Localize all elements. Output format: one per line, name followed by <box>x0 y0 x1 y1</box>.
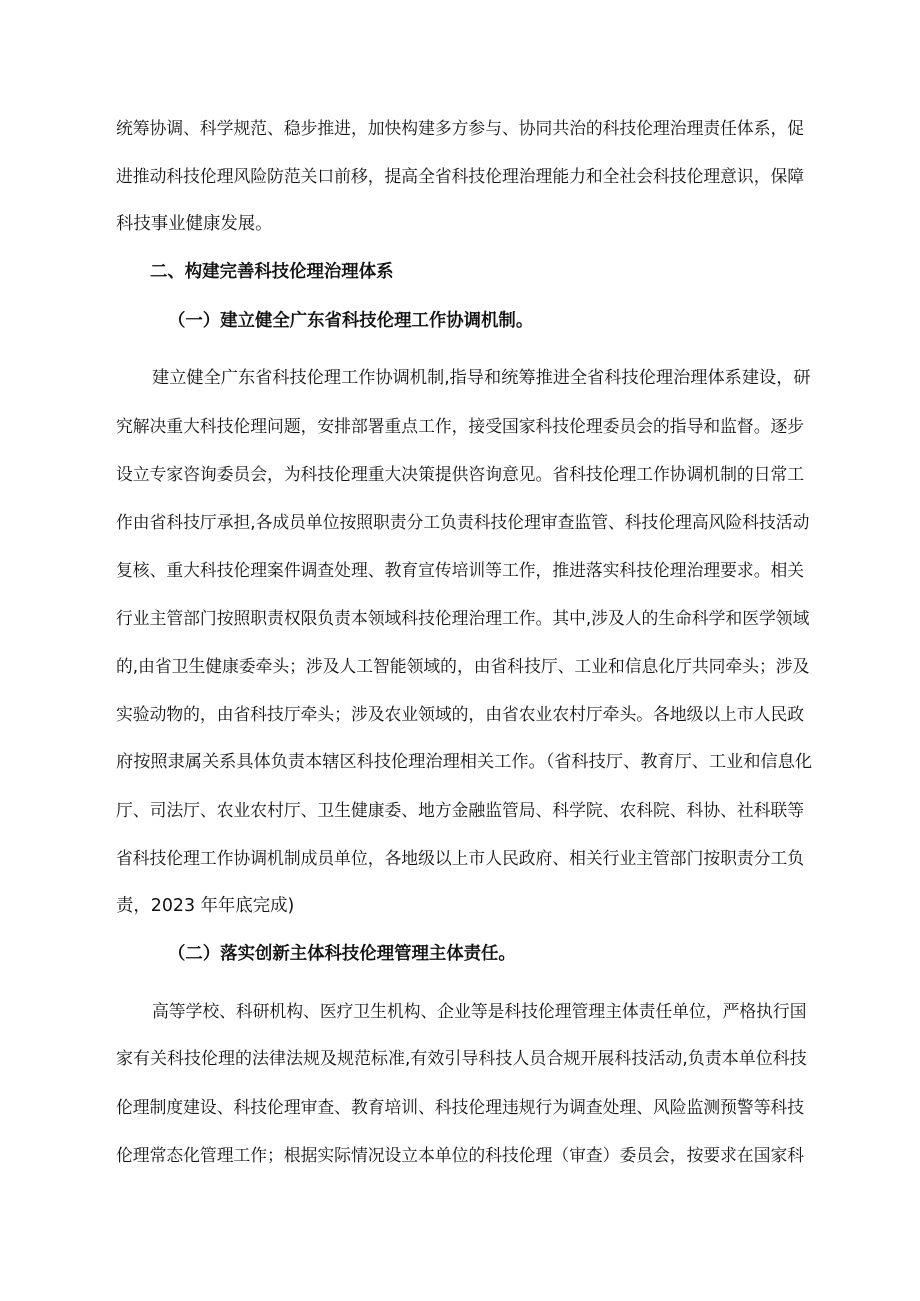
paragraph-line: 究解决重大科技伦理问题，安排部署重点工作，接受国家科技伦理委员会的指导和监督。逐步 <box>116 416 805 436</box>
paragraph-line: 家有关科技伦理的法律法规及规范标准,有效引导科技人员合规开展科技活动,负责本单位科技 <box>116 1049 807 1069</box>
paragraph-line: 设立专家咨询委员会，为科技伦理重大决策提供咨询意见。省科技伦理工作协调机制的日常工 <box>116 464 805 484</box>
paragraph-line: 厅、司法厅、农业农村厅、卫生健康委、地方金融监管局、科学院、农科院、科协、社科联等 <box>116 800 805 820</box>
paragraph-line: 实验动物的，由省科技厅牵头；涉及农业领域的，由省农业农村厅牵头。各地级以上市人民政 <box>116 704 805 724</box>
paragraph-line: 省科技伦理工作协调机制成员单位，各地级以上市人民政府、相关行业主管部门按职责分工负 <box>116 848 805 868</box>
subsection-heading: （一）建立健全广东省科技伦理工作协调机制。 <box>168 311 534 331</box>
paragraph-line: 责，2023 年年底完成) <box>116 896 295 916</box>
subsection-heading: （二）落实创新主体科技伦理管理主体责任。 <box>168 944 516 964</box>
paragraph-line: 统筹协调、科学规范、稳步推进，加快构建多方参与、协同共治的科技伦理治理责任体系，促 <box>116 118 805 138</box>
paragraph-line: 科技事业健康发展。 <box>116 214 273 234</box>
paragraph-line: 复核、重大科技伦理案件调查处理、教育宣传培训等工作，推进落实科技伦理治理要求。相关 <box>116 560 805 580</box>
section-heading: 二、构建完善科技伦理治理体系 <box>150 262 394 282</box>
paragraph-line: 高等学校、科研机构、医疗卫生机构、企业等是科技伦理管理主体责任单位，严格执行国 <box>152 1001 807 1021</box>
paragraph-line: 伦理制度建设、科技伦理审查、教育培训、科技伦理违规行为调查处理、风险监测预警等科技 <box>116 1097 805 1117</box>
paragraph-line: 的,由省卫生健康委牵头；涉及人工智能领域的，由省科技厅、工业和信息化厅共同牵头；涉及 <box>116 656 810 676</box>
paragraph-line: 行业主管部门按照职责权限负责本领域科技伦理治理工作。其中,涉及人的生命科学和医学领域 <box>116 608 810 628</box>
paragraph-line: 作由省科技厅承担,各成员单位按照职责分工负责科技伦理审查监管、科技伦理高风险科技活动 <box>116 512 810 532</box>
paragraph-line: 进推动科技伦理风险防范关口前移，提高全省科技伦理治理能力和全社会科技伦理意识，保障 <box>116 166 805 186</box>
paragraph-line: 建立健全广东省科技伦理工作协调机制,指导和统筹推进全省科技伦理治理体系建设，研 <box>152 368 811 388</box>
paragraph-line: 府按照隶属关系具体负责本辖区科技伦理治理相关工作。（省科技厅、教育厅、工业和信息化 <box>116 752 813 772</box>
paragraph-line: 伦理常态化管理工作；根据实际情况设立本单位的科技伦理（审查）委员会，按要求在国家科 <box>116 1145 805 1165</box>
